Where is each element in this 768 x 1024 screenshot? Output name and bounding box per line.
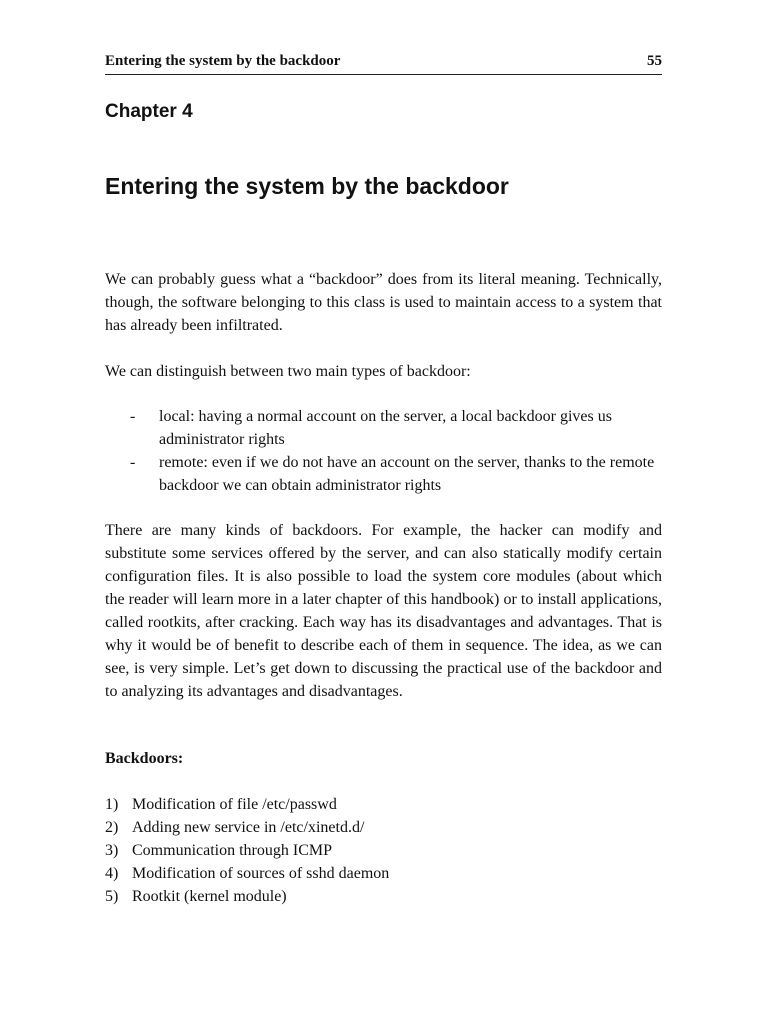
backdoor-types-list <box>105 405 662 497</box>
list-number: 2) <box>105 819 119 836</box>
chapter-title: Entering the system by the backdoor <box>105 173 509 199</box>
book-page <box>105 0 662 1024</box>
list-item-text: remote: even if we do not have an account on the server, thanks to the remote backdoor we can obtain administrator rights <box>159 454 655 494</box>
list-item <box>105 839 662 862</box>
list-item <box>105 816 662 839</box>
list-number: 1) <box>105 796 119 813</box>
paragraph-types-intro: We can distinguish between two main types of backdoor: <box>105 363 471 380</box>
running-header-title: Entering the system by the backdoor <box>105 53 341 69</box>
list-item-text: Modification of file /etc/passwd <box>132 796 337 813</box>
page-number: 55 <box>647 53 662 69</box>
chapter-label: Chapter 4 <box>105 101 193 122</box>
list-item <box>105 451 662 497</box>
running-header <box>105 52 662 75</box>
list-item-text: Adding new service in /etc/xinetd.d/ <box>132 819 365 836</box>
list-number: 3) <box>105 842 119 859</box>
list-item-text: local: having a normal account on the server, a local backdoor gives us administrator rights <box>159 408 612 448</box>
list-item-text: Modification of sources of sshd daemon <box>132 865 390 882</box>
list-bullet: - <box>130 454 136 471</box>
list-item <box>105 862 662 885</box>
backdoors-list <box>105 793 662 908</box>
list-number: 5) <box>105 888 119 905</box>
list-bullet: - <box>130 408 136 425</box>
list-number: 4) <box>105 865 119 882</box>
list-item-text: Rootkit (kernel module) <box>132 888 287 905</box>
list-item-text: Communication through ICMP <box>132 842 332 859</box>
paragraph-kinds: There are many kinds of backdoors. For example, the hacker can modify and substitute some services offered by the server, and can also statically modify certain configuration files. It is also possible to load the system core modules (about which the reader will learn more in a later chapter of this handbook) or to install applications, called rootkits, after cracking. Each way has its disadvantages and advantages. That is why it would be of benefit to describe each of them in sequence. The idea, as we can see, is very simple. Let’s get down to discussing the practical use of the backdoor and to analyzing its advantages and disadvantages. <box>105 522 662 700</box>
backdoors-heading: Backdoors: <box>105 750 184 767</box>
list-item <box>105 793 662 816</box>
paragraph-intro: We can probably guess what a “backdoor” does from its literal meaning. Technically, though, the software belonging to this class is used to maintain access to a system that has already been infiltrated. <box>105 271 662 334</box>
list-item <box>105 885 662 908</box>
list-item <box>105 405 662 451</box>
